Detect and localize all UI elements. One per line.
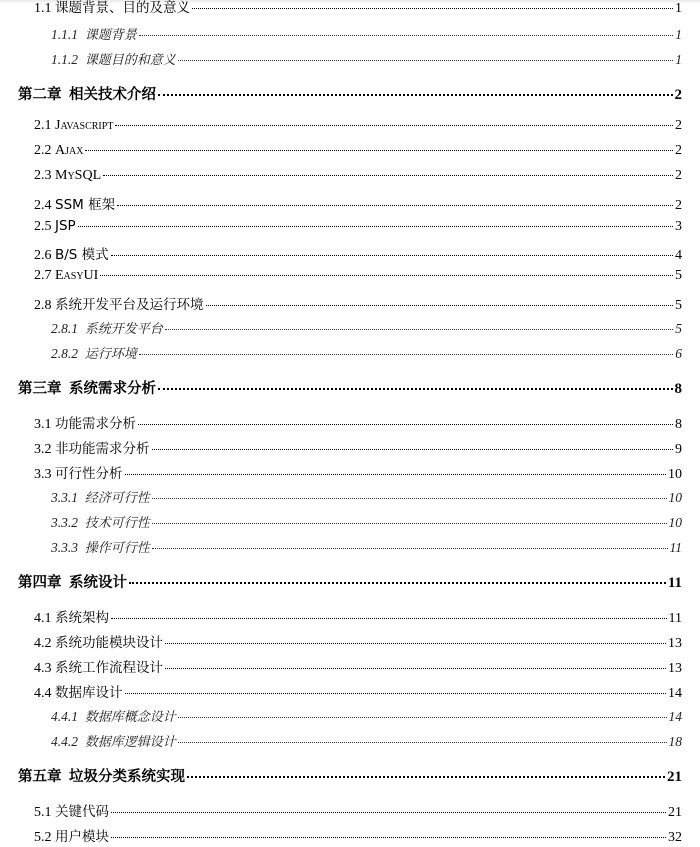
dot-leader [139, 35, 673, 36]
toc-page-number: 2 [675, 143, 682, 158]
dot-leader [206, 305, 674, 306]
toc-entry-label [34, 800, 109, 821]
toc-page-number: 1 [675, 27, 682, 42]
toc-entry-number: 第四章 [18, 575, 62, 591]
toc-entry-label [34, 462, 123, 483]
toc-entry-number: 4.4.2 [51, 734, 78, 749]
dot-leader [115, 125, 673, 126]
toc-entry-label [34, 218, 76, 235]
dot-leader [158, 388, 673, 390]
toc-entry-title: 系统开发平台 [84, 322, 163, 337]
toc-page-number: 8 [674, 381, 682, 397]
toc-page-number: 2 [674, 87, 682, 103]
dot-leader [178, 742, 667, 743]
toc-entry-title: SSM 框架 [55, 197, 116, 213]
toc-entry-number: 2.4 [34, 198, 52, 213]
toc-entry-label [51, 487, 150, 506]
toc-entry-label [34, 606, 109, 627]
spacer [78, 52, 85, 67]
spacer [78, 734, 85, 749]
toc-subsection-entry[interactable] [51, 343, 682, 362]
toc-entry-title: 非功能需求分析 [55, 441, 150, 457]
spacer [62, 575, 70, 591]
toc-page-number: 2 [675, 198, 682, 213]
toc-entry-title: 数据库设计 [55, 685, 123, 701]
dot-leader [165, 668, 666, 669]
toc-entry-title: B/S 模式 [55, 247, 109, 263]
toc-entry-number: 2.8.2 [51, 346, 78, 361]
dot-leader [152, 498, 667, 499]
toc-entry-title: 数据库逻辑设计 [84, 735, 176, 750]
toc-entry-number: 5.1 [34, 805, 52, 820]
dot-leader [178, 60, 673, 61]
toc-entry-label [51, 49, 176, 68]
toc-entry-number: 2.7 [34, 268, 52, 283]
dot-leader [111, 618, 667, 619]
toc-page-number: 1 [675, 52, 682, 67]
toc-entry-label [51, 731, 176, 750]
dot-leader [117, 205, 673, 206]
toc-page-number: 13 [668, 661, 682, 676]
toc-entry-number: 第三章 [18, 381, 62, 397]
dot-leader [178, 717, 667, 718]
dot-leader [165, 643, 666, 644]
dot-leader [165, 329, 673, 330]
toc-entry-title: 垃圾分类系统实现 [69, 769, 185, 785]
toc-entry-label [51, 537, 150, 556]
spacer [62, 87, 70, 103]
dot-leader [125, 693, 667, 694]
toc-subsection-entry[interactable] [51, 24, 682, 43]
toc-entry-number: 3.3 [34, 467, 52, 482]
toc-entry-title: 运行环境 [84, 347, 137, 362]
toc-entry-number: 2.1 [34, 118, 52, 133]
toc-entry-title: JSP [55, 218, 76, 234]
toc-page-number: 2 [675, 168, 682, 183]
toc-section-entry[interactable] [34, 268, 682, 284]
toc-entry-number: 2.3 [34, 168, 52, 183]
toc-entry-number: 第二章 [18, 87, 62, 103]
spacer [78, 346, 85, 361]
toc-entry-title: 操作可行性 [84, 541, 150, 556]
toc-entry-title: 系统设计 [69, 575, 127, 591]
toc-page-number: 5 [675, 321, 682, 336]
toc-chapter-entry[interactable] [18, 83, 682, 104]
toc-entry-number: 3.2 [34, 442, 52, 457]
toc-entry-label [34, 681, 123, 702]
toc-entry-label [34, 437, 150, 458]
toc-entry-number: 2.8.1 [51, 321, 78, 336]
toc-entry-label [18, 571, 127, 592]
toc-entry-title: 功能需求分析 [55, 416, 136, 432]
toc-section-entry[interactable] [34, 218, 682, 235]
toc-page-number: 32 [668, 830, 682, 845]
toc-entry-number: 2.5 [34, 219, 52, 234]
toc-section-entry[interactable] [34, 193, 682, 214]
dot-leader [192, 8, 673, 9]
spacer [78, 709, 85, 724]
toc-section-entry[interactable] [34, 606, 682, 627]
dot-leader [139, 354, 673, 355]
toc-entry-label [34, 293, 204, 314]
dot-leader [103, 175, 673, 176]
toc-entry-number: 1.1.1 [51, 27, 78, 42]
toc-page-number: 13 [668, 636, 682, 651]
toc-entry-number: 3.1 [34, 417, 52, 432]
toc-entry-title: 数据库概念设计 [84, 710, 176, 725]
spacer [78, 540, 85, 555]
toc-section-entry[interactable] [34, 656, 682, 677]
spacer [78, 490, 85, 505]
toc-entry-title: 系统工作流程设计 [55, 660, 163, 676]
spacer [62, 769, 70, 785]
toc-entry-title: 用户模块 [55, 829, 109, 845]
toc-page-number: 21 [667, 769, 682, 785]
toc-entry-label [51, 706, 176, 725]
toc-page-number: 14 [668, 686, 682, 701]
toc-entry-number: 4.1 [34, 611, 52, 626]
toc-page-number: 10 [668, 490, 682, 505]
dot-leader [187, 776, 665, 778]
dot-leader [129, 582, 666, 584]
toc-page-number: 4 [675, 248, 682, 263]
toc-page-number: 11 [667, 575, 682, 591]
toc-section-entry[interactable] [34, 462, 682, 483]
spacer [78, 27, 85, 42]
toc-subsection-entry[interactable] [51, 706, 682, 725]
toc-page-number: 3 [675, 219, 682, 234]
toc-subsection-entry[interactable] [51, 512, 682, 531]
toc-entry-title: 技术可行性 [84, 516, 150, 531]
toc-section-entry[interactable] [34, 681, 682, 702]
dot-leader [152, 548, 668, 549]
toc-page-number: 21 [668, 805, 682, 820]
toc-chapter-entry[interactable] [18, 765, 682, 786]
toc-entry-number: 3.3.3 [51, 540, 78, 555]
toc-entry-number: 1.1 [34, 1, 52, 16]
toc-section-entry[interactable] [34, 800, 682, 821]
toc-section-entry[interactable] [34, 118, 682, 134]
toc-section-entry[interactable] [34, 293, 682, 314]
toc-entry-label [34, 243, 109, 264]
toc-section-entry[interactable] [34, 631, 682, 652]
toc-section-entry[interactable] [34, 412, 682, 433]
dot-leader [111, 812, 666, 813]
toc-page-number: 10 [668, 515, 682, 530]
toc-entry-title: 可行性分析 [55, 466, 123, 482]
toc-entry-title: MySQL [55, 168, 102, 183]
toc-entry-title: 系统功能模块设计 [55, 635, 163, 651]
toc-entry-number: 4.4.1 [51, 709, 78, 724]
toc-subsection-entry[interactable] [51, 318, 682, 337]
toc-page-number: 10 [668, 467, 682, 482]
toc-page-number: 11 [668, 611, 682, 626]
toc-page-number: 1 [675, 1, 682, 16]
toc-entry-number: 4.3 [34, 661, 52, 676]
toc-entry-label [34, 268, 98, 284]
dot-leader [111, 255, 673, 256]
toc-entry-title: 课题背景、目的及意义 [55, 0, 190, 16]
toc-entry-title: Ajax [55, 143, 84, 158]
toc-entry-number: 2.6 [34, 248, 52, 263]
toc-subsection-entry[interactable] [51, 731, 682, 750]
toc-subsection-entry[interactable] [51, 49, 682, 68]
toc-subsection-entry[interactable] [51, 487, 682, 506]
toc-subsection-entry[interactable] [51, 537, 682, 556]
toc-entry-number: 2.8 [34, 298, 52, 313]
toc-entry-number: 4.4 [34, 686, 52, 701]
toc-section-entry[interactable] [34, 825, 682, 846]
toc-entry-label [51, 318, 163, 337]
toc-entry-title: 课题目的和意义 [84, 53, 176, 68]
dot-leader [152, 523, 667, 524]
toc-section-entry[interactable] [34, 168, 682, 184]
dot-leader [85, 150, 673, 151]
toc-page-number: 14 [668, 709, 682, 724]
toc-page-number: 2 [675, 118, 682, 133]
toc-entry-title: Javascript [55, 118, 114, 133]
toc-page-number: 18 [668, 734, 682, 749]
toc-page-number: 8 [675, 417, 682, 432]
toc-section-entry[interactable] [34, 437, 682, 458]
toc-entry-title: 系统开发平台及运行环境 [55, 297, 204, 313]
toc-entry-number: 1.1.2 [51, 52, 78, 67]
spacer [78, 321, 85, 336]
toc-entry-title: 经济可行性 [84, 491, 150, 506]
toc-section-entry[interactable] [34, 143, 682, 159]
toc-page-number: 5 [675, 298, 682, 313]
dot-leader [152, 449, 674, 450]
toc-entry-label [34, 631, 163, 652]
dot-leader [111, 837, 666, 838]
toc-entry-number: 2.2 [34, 143, 52, 158]
toc-entry-label [18, 83, 156, 104]
toc-entry-label [34, 168, 101, 184]
toc-entry-label [34, 193, 115, 214]
toc-entry-label [34, 118, 113, 134]
toc-entry-label [18, 765, 185, 786]
toc-entry-label [34, 143, 83, 159]
toc-entry-title: 相关技术介绍 [69, 87, 156, 103]
toc-page-number: 5 [675, 268, 682, 283]
dot-leader [100, 275, 673, 276]
toc-section-entry[interactable] [34, 0, 682, 17]
toc-entry-number: 3.3.1 [51, 490, 78, 505]
toc-entry-number: 4.2 [34, 636, 52, 651]
spacer [78, 515, 85, 530]
toc-entry-label [18, 377, 156, 398]
toc-entry-label [51, 343, 137, 362]
toc-entry-number: 3.3.2 [51, 515, 78, 530]
toc-page-number: 9 [675, 442, 682, 457]
toc-chapter-entry[interactable] [18, 571, 682, 592]
dot-leader [158, 94, 673, 96]
toc-chapter-entry[interactable] [18, 377, 682, 398]
toc-entry-title: 关键代码 [55, 804, 109, 820]
dot-leader [125, 474, 667, 475]
toc-entry-title: 课题背景 [84, 28, 137, 43]
toc-entry-title: 系统架构 [55, 610, 109, 626]
dot-leader [78, 226, 673, 227]
toc-entry-label [34, 0, 190, 17]
toc-section-entry[interactable] [34, 243, 682, 264]
toc-entry-label [51, 24, 137, 43]
spacer [62, 381, 70, 397]
toc-entry-title: EasyUI [55, 268, 99, 283]
toc-entry-number: 第五章 [18, 769, 62, 785]
toc-entry-label [51, 512, 150, 531]
toc-page-number: 11 [669, 540, 682, 555]
toc-entry-title: 系统需求分析 [69, 381, 156, 397]
toc-entry-label [34, 656, 163, 677]
toc-page-number: 6 [675, 346, 682, 361]
toc-entry-label [34, 825, 109, 846]
dot-leader [138, 424, 673, 425]
toc-entry-label [34, 412, 136, 433]
toc-entry-number: 5.2 [34, 830, 52, 845]
